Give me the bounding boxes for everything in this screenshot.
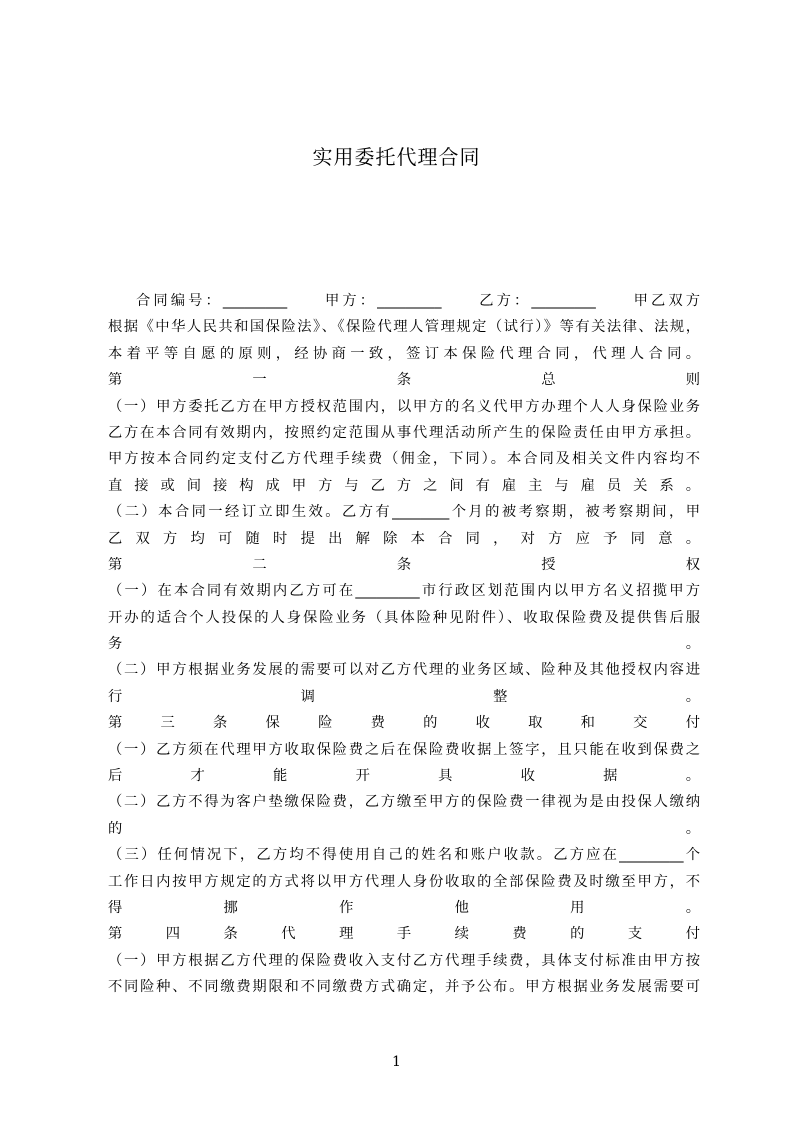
- section-heading: 第 二 条 授 权: [108, 556, 700, 573]
- document-title: 实用委托代理合同: [312, 145, 481, 169]
- text-line: （二）本合同一经订立即生效。乙方有________个月的被考察期，被考察期间，甲: [108, 504, 700, 521]
- text-line: 务 。: [108, 636, 700, 653]
- document-body: [108, 288, 700, 1001]
- text-line: 不同险种、不同缴费期限和不同缴费方式确定，并予公布。甲方根据业务发展需要可: [108, 979, 700, 996]
- text-line: 乙双方均可随时提出解除本合同，对方应予同意。: [108, 530, 700, 547]
- text-line: 本着平等自愿的原则，经协商一致，签订本保险代理合同，代理人合同。: [108, 345, 700, 362]
- text-line: （一）甲方委托乙方在甲方授权范围内，以甲方的名义代甲方办理个人人身保险业务: [108, 398, 700, 415]
- text-line: （二）乙方不得为客户垫缴保险费，乙方缴至甲方的保险费一律视为是由投保人缴纳: [108, 794, 700, 811]
- text-line: （二）甲方根据业务发展的需要可以对乙方代理的业务区域、险种及其他授权内容进: [108, 662, 700, 679]
- text-line: 甲方按本合同约定支付乙方代理手续费（佣金，下同）。本合同及相关文件内容均不: [108, 451, 700, 468]
- text-line: （三）任何情况下，乙方均不得使用自己的姓名和账户收款。乙方应在_________个: [108, 847, 700, 864]
- text-line: 根据《中华人民共和国保险法》、《保险代理人管理规定（试行）》等有关法律、法规，: [108, 319, 700, 336]
- section-heading: 第 四 条 代 理 手 续 费 的 支 付: [108, 926, 700, 943]
- section-heading: 第 一 条 总 则: [108, 372, 700, 389]
- text-line: 的 。: [108, 820, 700, 837]
- text-line: 得 挪 作 他 用 。: [108, 899, 700, 916]
- page-number: 1: [392, 1054, 401, 1070]
- text-line: 开办的适合个人投保的人身保险业务（具体险种见附件）、收取保险费及提供售后服: [108, 609, 700, 626]
- text-line: （一）甲方根据乙方代理的保险费收入支付乙方代理手续费，具体支付标准由甲方按: [108, 952, 700, 969]
- text-line: 合同编号：_________ 甲方：_________ 乙方：_________ 甲乙双方: [136, 293, 700, 309]
- text-line: 直接或间接构成甲方与乙方之间有雇主与雇员关系。: [108, 477, 700, 494]
- section-heading: 第 三 条 保 险 费 的 收 取 和 交 付: [108, 715, 700, 732]
- text-line: 工作日内按甲方规定的方式将以甲方代理人身份收取的全部保险费及时缴至甲方，不: [108, 873, 700, 890]
- text-line: （一）在本合同有效期内乙方可在_________市行政区划范围内以甲方名义招揽甲方: [108, 583, 700, 600]
- text-line: 行 调 整 。: [108, 688, 700, 705]
- text-line: 后 才 能 开 具 收 据 。: [108, 768, 700, 785]
- text-line: 乙方在本合同有效期内，按照约定范围从事代理活动所产生的保险责任由甲方承担。: [108, 424, 700, 441]
- text-line: （一）乙方须在代理甲方收取保险费之后在保险费收据上签字，且只能在收到保费之: [108, 741, 700, 758]
